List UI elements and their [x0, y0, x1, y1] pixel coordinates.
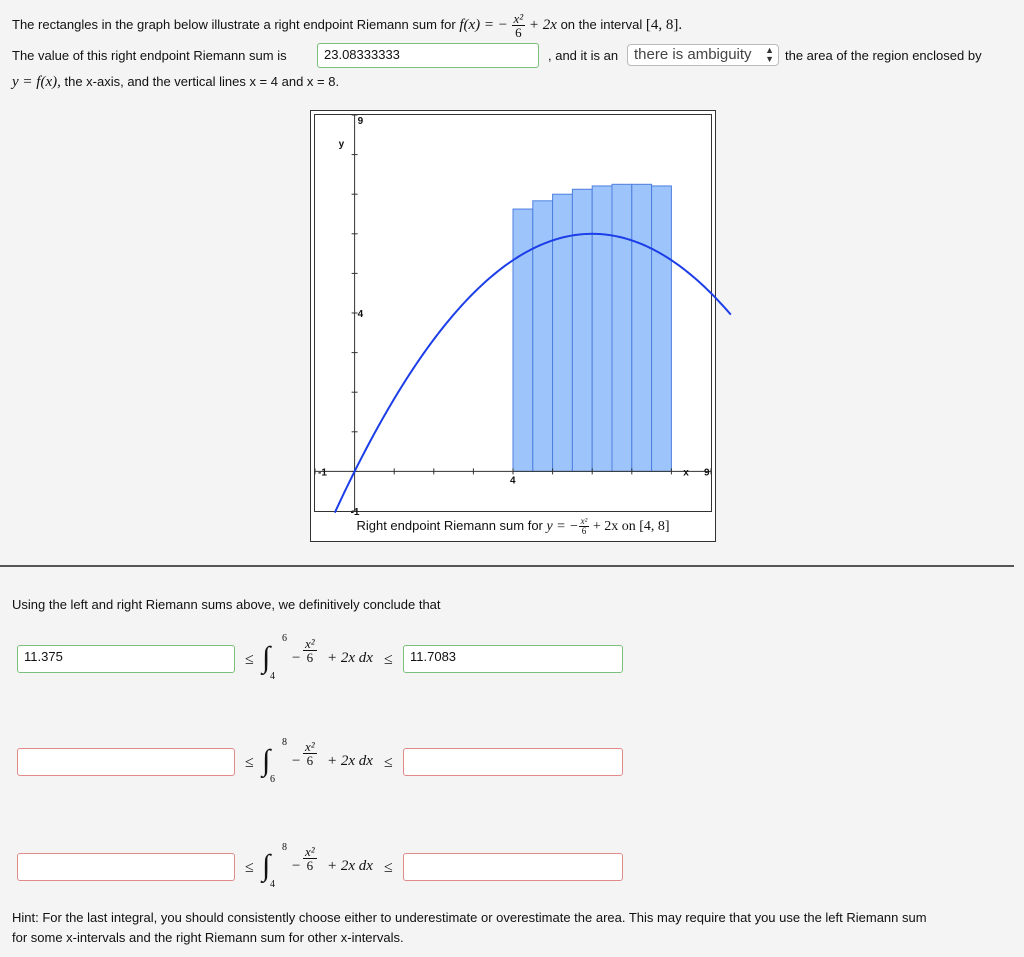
leq-symbol: ≤ — [245, 754, 254, 771]
integrand-fraction — [303, 845, 317, 872]
ambiguity-select[interactable] — [627, 44, 779, 66]
riemann-rect — [572, 189, 592, 471]
tick-label-y-mid: 4 — [357, 309, 364, 320]
integrand-numerator: x² — [305, 844, 315, 859]
row3-left-input[interactable] — [17, 853, 235, 881]
y-equals-fx: y = f(x), — [12, 74, 61, 90]
caption-y: y = − — [546, 518, 579, 534]
integral-upper-limit: 8 — [282, 737, 287, 748]
leq-symbol: ≤ — [384, 754, 393, 771]
select-arrows-icon: ▲ ▼ — [765, 45, 774, 64]
fraction — [512, 12, 526, 39]
tick-label-x-max: 9 — [704, 467, 710, 479]
area-text: the area of the region enclosed by — [785, 48, 982, 63]
integral-sign: ∫ — [262, 849, 271, 882]
tick-label-x-mid: 4 — [510, 475, 516, 487]
region-text: the x-axis, and the vertical lines x = 4 and x = 8. — [60, 74, 340, 89]
integral-lower-limit: 6 — [270, 774, 275, 785]
integral-sign: ∫ — [262, 641, 271, 674]
caption-fraction — [579, 517, 590, 536]
interval-text: on the interval — [556, 16, 646, 32]
intro-text: The rectangles in the graph below illustrate a right endpoint Riemann sum for — [12, 16, 460, 32]
riemann-rect — [513, 209, 533, 471]
integrand-rest: + 2x dx — [327, 650, 373, 666]
row2-left-input[interactable] — [17, 748, 235, 776]
value-label: The value of this right endpoint Riemann sum is — [12, 48, 287, 63]
interval-value: [4, 8]. — [645, 16, 683, 33]
integrand-numerator: x² — [305, 739, 315, 754]
leq-symbol: ≤ — [245, 651, 254, 668]
integrand-rest: + 2x dx — [327, 753, 373, 769]
tick-label-y-top: 9 — [357, 116, 364, 127]
integrand-denominator: 6 — [306, 753, 314, 768]
tick-label-y-neg: -1 — [350, 507, 360, 518]
intro-line-1 — [12, 12, 682, 39]
row1-right-input[interactable]: 11.7083 — [403, 645, 623, 673]
integrand-denominator: 6 — [306, 650, 314, 665]
riemann-rect — [632, 184, 652, 471]
y-axis-label: y — [338, 139, 345, 150]
riemann-sum-input[interactable]: 23.08333333 — [317, 43, 539, 68]
caption-prefix: Right endpoint Riemann sum for — [356, 517, 547, 533]
integrand-fraction — [303, 740, 317, 767]
caption-fraction-numerator: x² — [580, 516, 588, 526]
leq-symbol: ≤ — [384, 651, 393, 668]
integral-lower-limit: 4 — [270, 671, 275, 682]
integrand-denominator: 6 — [306, 858, 314, 873]
integral-lower-limit: 4 — [270, 879, 275, 890]
caption-fraction-denominator: 6 — [581, 526, 587, 536]
integrand-rest: + 2x dx — [327, 858, 373, 874]
integrand-minus: − — [291, 650, 302, 666]
integrand-fraction — [303, 637, 317, 664]
integral-upper-limit: 8 — [282, 842, 287, 853]
function-tail: + 2x — [525, 16, 557, 33]
hint-line-1: Hint: For the last integral, you should consistently choose either to underestimate or overestimate the area. This may require that you use the left Riemann sum — [12, 910, 927, 925]
graph-caption — [311, 517, 715, 536]
caption-suffix: + 2x on [4, 8] — [589, 518, 670, 534]
integral-sign: ∫ — [262, 744, 271, 777]
riemann-chart-svg — [315, 115, 711, 518]
row3-right-input[interactable] — [403, 853, 623, 881]
fraction-denominator: 6 — [515, 25, 522, 40]
intro-line-3 — [12, 74, 339, 91]
and-it-is-text: , and it is an — [548, 48, 619, 63]
riemann-rect — [612, 184, 632, 471]
riemann-rect — [652, 186, 672, 471]
leq-symbol: ≤ — [384, 859, 393, 876]
x-axis-label: x — [683, 467, 689, 479]
graph-plot-area — [314, 114, 712, 518]
conclusion-text: Using the left and right Riemann sums above, we definitively conclude that — [12, 597, 441, 612]
integrand-minus: − — [291, 858, 302, 874]
row2-right-input[interactable] — [403, 748, 623, 776]
tick-label-x-neg: -1 — [318, 467, 327, 479]
ambiguity-select-value: there is ambiguity — [634, 46, 752, 63]
fraction-numerator: x² — [513, 11, 524, 26]
riemann-graph — [310, 110, 716, 542]
integral-upper-limit: 6 — [282, 633, 287, 644]
hint-line-2: for some x-intervals and the right Riemann sum for other x-intervals. — [12, 930, 404, 945]
function-label: f(x) = − — [459, 16, 508, 33]
integrand-minus: − — [291, 753, 302, 769]
integrand-numerator: x² — [305, 636, 315, 651]
leq-symbol: ≤ — [245, 859, 254, 876]
riemann-rect — [592, 186, 612, 471]
row1-left-input[interactable]: 11.375 — [17, 645, 235, 673]
section-divider — [0, 565, 1014, 567]
